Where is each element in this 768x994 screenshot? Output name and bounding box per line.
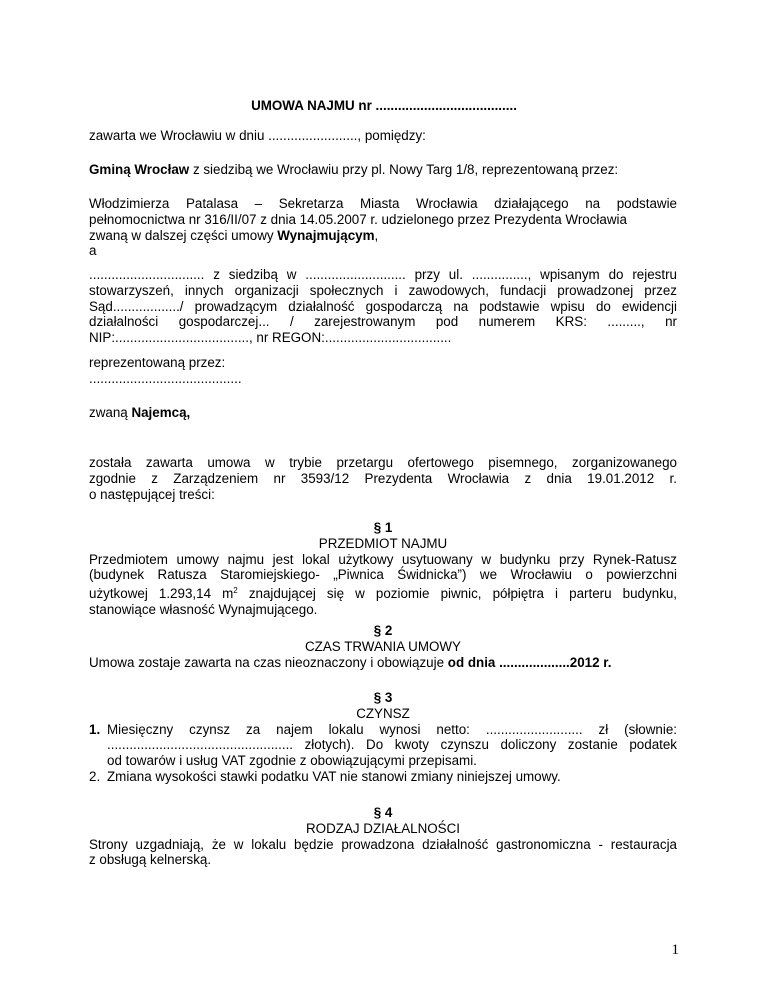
section-4-line2: z obsługą kelnerską.	[89, 852, 212, 868]
section-2-text-plain: Umowa zostaje zawarta na czas nieoznaczony i obowiązuje	[89, 654, 448, 670]
intro-paragraph: zawarta we Wrocławiu w dniu ........................, pomiędzy:	[89, 128, 426, 143]
representative1-paragraph	[89, 196, 677, 259]
page-number: 1	[671, 942, 679, 958]
rep1-line4: a	[89, 243, 97, 259]
rep1-line2: pełnomocnictwa nr 316/II/07 z dnia 14.05.2007 r. udzielonego przez Prezydenta Wrocławia	[89, 211, 627, 227]
section-4	[89, 805, 677, 868]
concluded-line3: o następującej treści:	[89, 486, 215, 502]
section-1-number: § 1	[373, 520, 393, 535]
area-rest: znajdującej się w poziomie piwnic, półpiętra i parteru budynku,	[237, 586, 677, 602]
area-superscript: 2	[233, 586, 238, 596]
tenant-pre: zwaną	[89, 405, 132, 420]
party1-name: Gminą Wrocław	[89, 162, 190, 177]
section-1-line4: stanowiące własność Wynajmującego.	[89, 601, 318, 617]
concluded-paragraph	[89, 455, 677, 502]
section-4-line1: Strony uzgadniają, że w lokalu będzie prowadzona działalność gastronomiczna - restauracja	[89, 836, 677, 852]
list-item-number: 1.	[89, 721, 101, 737]
section-2-heading: CZAS TRWANIA UMOWY	[305, 638, 461, 654]
list-item-line: .................................................. złotych). Do kwoty czynszu doliczony zostanie podatek	[107, 737, 677, 753]
rep2-label: reprezentowaną przez:	[89, 355, 226, 370]
section-4-number: § 4	[373, 805, 393, 820]
party2-line3: Sąd................../ prowadzącym działalność gospodarczą na podstawie wpisu do ewidencji	[89, 298, 677, 314]
representative2-paragraph	[89, 355, 677, 387]
rep2-dots: .........................................	[89, 370, 242, 386]
section-1	[89, 520, 677, 618]
area-text: użytkowej 1.293,14 m	[89, 586, 234, 602]
rep1-line3-text: zwaną w dalszej części umowy	[89, 227, 278, 243]
section-3-heading: CZYNSZ	[356, 705, 410, 721]
list-item-number: 2.	[89, 768, 101, 784]
list-item	[89, 769, 677, 785]
section-1-heading: PRZEDMIOT NAJMU	[318, 535, 448, 551]
section-1-line2: (budynek Ratusza Staromiejskiego- „Piwnica Świdnicka”) we Wrocławiu o powierzchni	[89, 567, 677, 583]
rep1-line3	[89, 228, 677, 244]
section-4-heading: RODZAJ DZIAŁALNOŚCI	[305, 820, 461, 836]
list-item-line: Miesięczny czynsz za najem lokalu wynosi netto: .......................... zł (słownie:	[107, 721, 677, 737]
tenant-paragraph	[89, 405, 677, 421]
list-item-line: Zmiana wysokości stawki podatku VAT nie stanowi zmiany niniejszej umowy.	[107, 768, 561, 784]
rep1-line3-comma: ,	[374, 227, 379, 243]
party2-line5: NIP:...................................., nr REGON:..................................	[89, 330, 452, 346]
rep1-line1: Włodzimierza Patalasa – Sekretarza Miasta Wrocławia działającego na podstawie	[89, 196, 677, 211]
contract-title: UMOWA NAJMU nr ......................................	[251, 98, 517, 113]
section-1-line1: Przedmiotem umowy najmu jest lokal użytkowy usytuowany w budynku przy Rynek-Ratusz	[89, 551, 677, 567]
concluded-line1: została zawarta umowa w trybie przetargu ofertowego pisemnego, zorganizowanego	[89, 455, 677, 470]
party1-rest: z siedzibą we Wrocławiu przy pl. Nowy Targ 1/8, reprezentowaną przez:	[189, 162, 619, 177]
party2-paragraph	[89, 267, 677, 346]
section-2	[89, 623, 677, 670]
party2-line2: stowarzyszeń, innych organizacji społecznych i zawodowych, fundacji prowadzonej przez	[89, 282, 677, 298]
section-3-number: § 3	[373, 690, 393, 705]
section-3-list	[89, 722, 677, 785]
section-2-date: od dnia ...................2012 r.	[447, 654, 612, 670]
section-2-number: § 2	[373, 623, 393, 638]
tenant-term: Najemcą,	[131, 405, 191, 420]
landlord-term: Wynajmującym	[277, 227, 375, 243]
list-item-line: od towarów i usług VAT zgodnie z obowiązującymi przepisami.	[107, 753, 477, 769]
section-1-line3	[89, 583, 677, 602]
list-item	[89, 722, 677, 769]
party1-paragraph	[89, 162, 677, 178]
party2-line4: działalności gospodarczej... / zarejestrowanym pod numerem KRS: ........., nr	[89, 314, 677, 330]
section-3	[89, 690, 677, 785]
concluded-line2: zgodnie z Zarządzeniem nr 3593/12 Prezydenta Wrocławia z dnia 19.01.2012 r.	[89, 470, 677, 486]
party2-line1: ............................... z siedzibą w ........................... przy ul. ..............., wpisanym do rejestru	[89, 267, 677, 282]
section-2-text	[89, 655, 677, 671]
